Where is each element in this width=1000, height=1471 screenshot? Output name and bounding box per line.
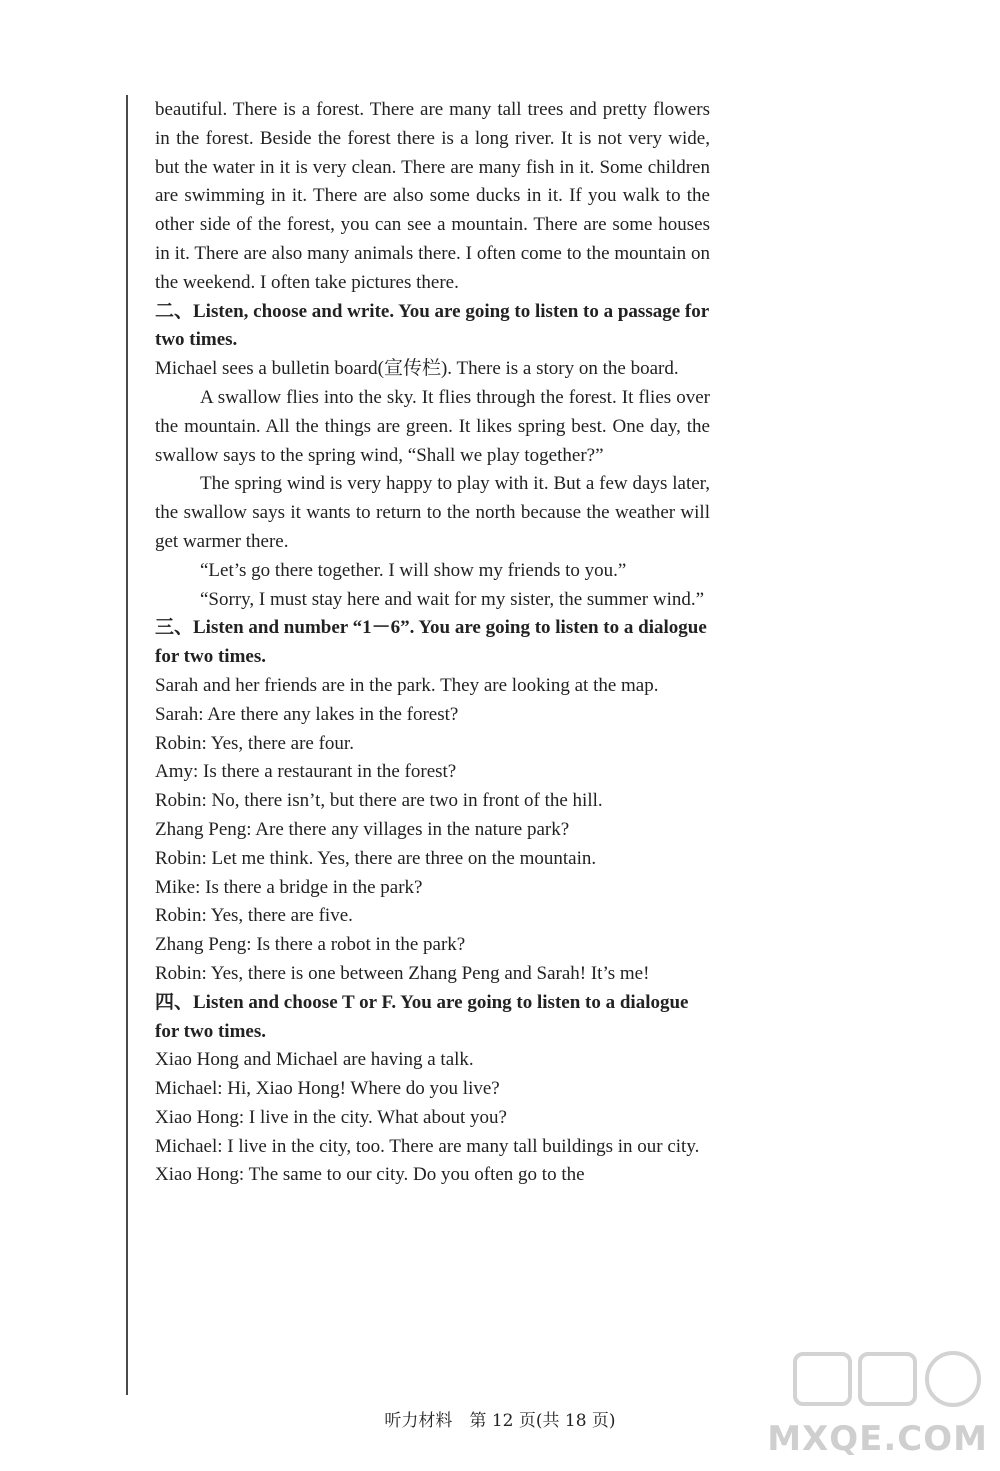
dialogue-line: Michael: I live in the city, too. There are many tall buildings in our city. bbox=[155, 1135, 700, 1157]
dialogue-line: Robin: Yes, there are four. bbox=[155, 732, 354, 754]
section4-intro: Xiao Hong and Michael are having a talk. bbox=[155, 1049, 474, 1071]
page-content bbox=[155, 96, 710, 1190]
dialogue-line: Sarah: Are there any lakes in the forest? bbox=[155, 703, 459, 725]
dialogue-line: Xiao Hong: I live in the city. What about you? bbox=[155, 1106, 507, 1128]
section2-para4: “Sorry, I must stay here and wait for my sister, the summer wind.” bbox=[200, 588, 705, 610]
watermark bbox=[767, 1349, 988, 1459]
watermark-logo-icon bbox=[793, 1349, 983, 1409]
section2-para1: A swallow flies into the sky. It flies through the forest. It flies over the mountain. All the things are green. It likes spring best. One day, the swallow says to the spring wind, “Shall we play together?” bbox=[155, 386, 710, 466]
section2-para3: “Let’s go there together. I will show my friends to you.” bbox=[200, 559, 627, 581]
page-footer: 听力材料 第 12 页(共 18 页) bbox=[384, 1411, 616, 1431]
margin-rule bbox=[126, 95, 128, 1395]
dialogue-line: Michael: Hi, Xiao Hong! Where do you live? bbox=[155, 1078, 500, 1100]
dialogue-line: Robin: Let me think. Yes, there are three on the mountain. bbox=[155, 847, 597, 869]
section3-heading: 三、Listen and number “1－6”. You are going to listen to a dialogue for two times. bbox=[155, 617, 707, 668]
section2-heading: 二、Listen, choose and write. You are going to listen to a passage for two times. bbox=[155, 300, 709, 351]
dialogue-line: Zhang Peng: Is there a robot in the park? bbox=[155, 934, 466, 956]
dialogue-line: Zhang Peng: Are there any villages in the nature park? bbox=[155, 818, 570, 840]
dialogue-line: Amy: Is there a restaurant in the forest? bbox=[155, 761, 457, 783]
dialogue-line: Robin: Yes, there are five. bbox=[155, 905, 353, 927]
dialogue-line: Robin: Yes, there is one between Zhang Peng and Sarah! It’s me! bbox=[155, 962, 650, 984]
dialogue-line: Mike: Is there a bridge in the park? bbox=[155, 876, 423, 898]
section2-intro: Michael sees a bulletin board(宣传栏). There is a story on the board. bbox=[155, 358, 679, 380]
section3-intro: Sarah and her friends are in the park. They are looking at the map. bbox=[155, 674, 659, 696]
watermark-site: MXQE.COM bbox=[767, 1419, 988, 1459]
section4-heading: 四、Listen and choose T or F. You are going to listen to a dialogue for two times. bbox=[155, 991, 689, 1042]
section1-paragraph: beautiful. There is a forest. There are many tall trees and pretty flowers in the forest. Beside the forest there is a long river. It is not very wide, but the water in it is very clean. There are many fish in it. Some children are swimming in it. There are also some ducks in it. If you walk to the other side of the forest, you can see a mountain. There are some houses in it. There are also many animals there. I often come to the mountain on the weekend. I often take pictures there. bbox=[155, 99, 710, 293]
dialogue-line: Robin: No, there isn’t, but there are two in front of the hill. bbox=[155, 790, 603, 812]
section2-para2: The spring wind is very happy to play with it. But a few days later, the swallow says it wants to return to the north because the weather will get warmer there. bbox=[155, 473, 710, 552]
dialogue-line: Xiao Hong: The same to our city. Do you often go to the bbox=[155, 1164, 585, 1186]
